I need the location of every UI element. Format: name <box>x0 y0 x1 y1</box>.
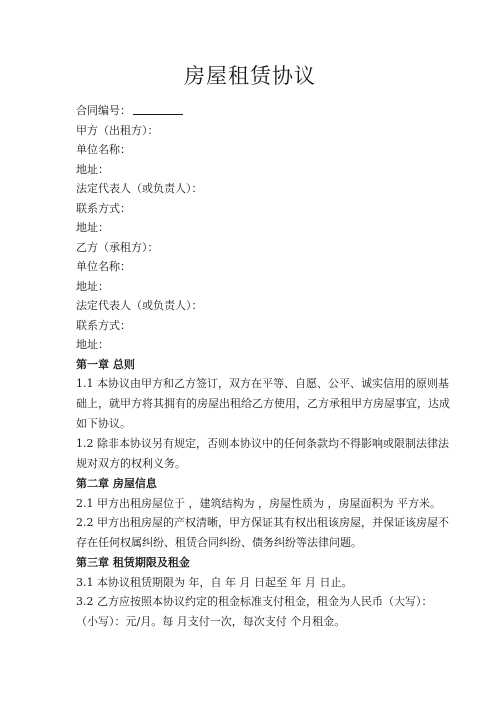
clause-1-2 <box>76 434 449 474</box>
party-b-address: 地址： <box>76 279 109 293</box>
document-title: 房屋租赁协议 <box>184 64 316 88</box>
chapter-2-title: 第二章 房屋信息 <box>76 477 157 490</box>
clause-1-1-line: 础上，就甲方将其拥有的房屋出租给乙方使用，乙方承租甲方房屋事宜，达成 <box>76 397 450 410</box>
party-a-address: 地址： <box>76 162 109 176</box>
clause-1-2-line: 1.2 除非本协议另有规定，否则本协议中的任何条款均不得影响或限制法律法 <box>76 437 449 450</box>
clause-1-2-line: 规对双方的权利义务。 <box>76 457 186 470</box>
party-a-header: 甲方（出租方）： <box>76 123 159 137</box>
party-a-contact: 联系方式： <box>76 201 131 215</box>
clause-2-1: 2.1 甲方出租房屋位于 ，建筑结构为 ，房屋性质为 ，房屋面积为 平方米。 <box>76 496 441 510</box>
contract-number-blank <box>133 102 183 115</box>
clause-3-1: 3.1 本协议租赁期限为 年，自 年 月 日起至 年 月 日止。 <box>76 575 353 589</box>
clause-1-1-line: 1.1 本协议由甲方和乙方签订，双方在平等、自愿、公平、诚实信用的原则基 <box>76 377 449 390</box>
party-b-header: 乙方（承租方）： <box>76 240 159 254</box>
party-b-org: 单位名称： <box>76 260 131 273</box>
clause-1-1 <box>76 374 450 434</box>
clause-2-2-line: 存在任何权属纠纷、租赁合同纠纷、债务纠纷等法律问题。 <box>76 536 362 549</box>
document-body <box>76 101 450 632</box>
party-b-contact: 联系方式： <box>76 318 131 332</box>
chapter-1-title: 第一章 总则 <box>76 357 135 371</box>
contract-number-label: 合同编号： <box>76 104 131 117</box>
party-a-org: 单位名称： <box>76 143 131 156</box>
clause-3-2-line: 3.2 乙方应按照本协议约定的租金标准支付租金，租金为人民币（大写）： <box>76 595 433 608</box>
clause-2-2 <box>76 513 449 553</box>
clause-3-2-line: （小写）：元/月。每 月支付一次，每次支付 个月租金。 <box>76 615 346 628</box>
clause-3-2 <box>76 592 433 632</box>
contract-number-line <box>76 101 426 121</box>
party-b-address-2: 地址： <box>76 338 109 351</box>
chapter-3-title: 第三章 租赁期限及租金 <box>76 556 190 569</box>
party-a-representative: 法定代表人（或负责人）： <box>76 182 203 195</box>
party-a-address-2: 地址： <box>76 221 109 234</box>
party-b-representative: 法定代表人（或负责人）： <box>76 299 203 312</box>
clause-1-1-line: 如下协议。 <box>76 417 131 430</box>
clause-2-2-line: 2.2 甲方出租房屋的产权清晰，甲方保证其有权出租该房屋，并保证该房屋不 <box>76 516 449 529</box>
